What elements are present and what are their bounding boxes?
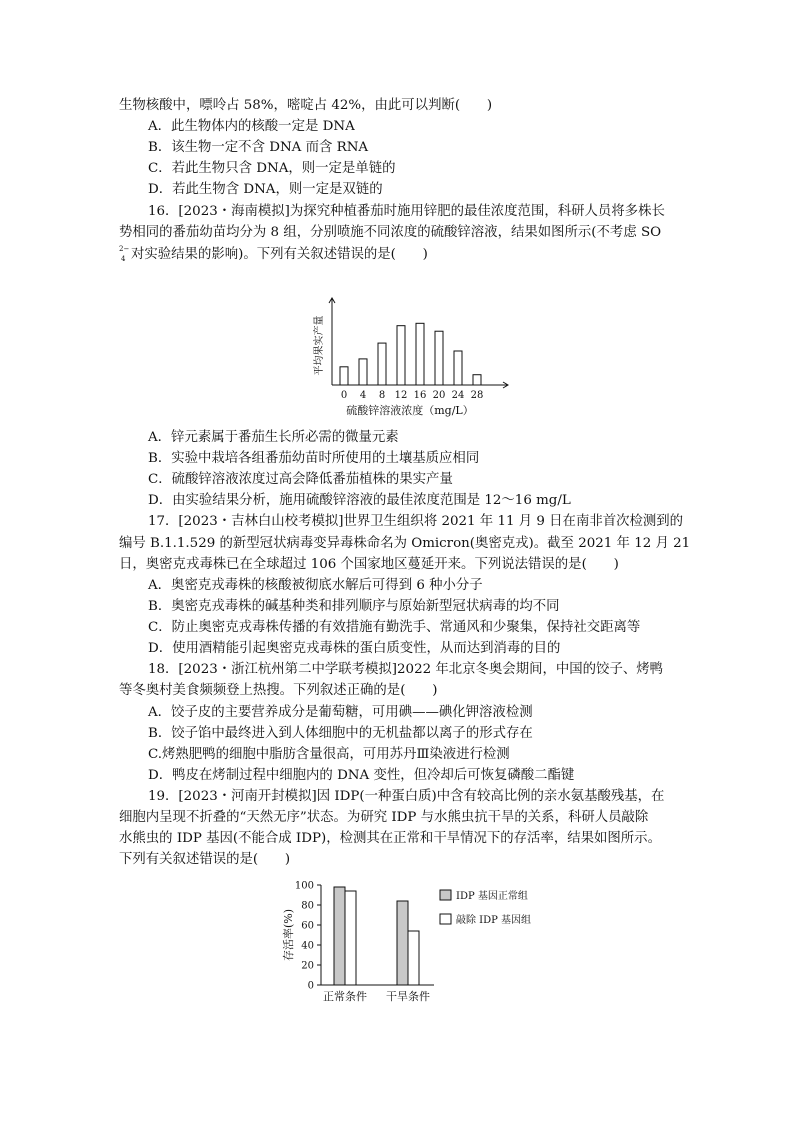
bar — [359, 359, 367, 385]
q16-stem-line2: 势相同的番茄幼苗均分为 8 组，分别喷施不同浓度的硫酸锌溶液，结果如图所示(不考虑 SO — [119, 225, 662, 240]
q15-option-d: D．若此生物含 DNA，则一定是双链的 — [148, 182, 383, 197]
q19-stem-line3: 水熊虫的 IDP 基因(不能合成 IDP)，检测其在正常和干旱情况下的存活率，结果如图所示。 — [119, 831, 661, 846]
x-tick-label: 24 — [451, 390, 465, 401]
legend-swatch — [440, 914, 451, 924]
q17-option-c: C．防止奥密克戎毒株传播的有效措施有勤洗手、常通风和少聚集，保持社交距离等 — [148, 620, 641, 635]
q18-option-b: B．饺子馅中最终进入到人体细胞中的无机盐都以离子的形式存在 — [148, 726, 533, 741]
y-axis-label: 平均果实产量 — [314, 315, 325, 376]
x-tick-label: 16 — [413, 390, 427, 401]
q16-stem-line3: 对实验结果的影响)。下列有关叙述错误的是( ) — [131, 247, 428, 262]
y-axis-label: 存活率(%) — [282, 908, 295, 962]
q19-stem-line2: 细胞内呈现不折叠的“天然无序”状态。为研究 IDP 与水熊虫抗干旱的关系，科研人员敲除 — [119, 810, 649, 825]
q17-stem-line3: 日，奥密克戎毒株已在全球超过 106 个国家地区蔓延开来。下列说法错误的是( ) — [119, 557, 619, 572]
zinc-yield-bar-chart — [300, 290, 520, 420]
y-tick-label: 80 — [301, 900, 314, 912]
x-tick-label: 正常条件 — [323, 990, 367, 1003]
q16-sulfate-subscript: 4 — [121, 255, 126, 263]
q16-option-a: A．锌元素属于番茄生长所必需的微量元素 — [148, 430, 399, 445]
y-tick-label: 40 — [301, 940, 314, 952]
q18-stem-line1: 18．[2023・浙江杭州第二中学联考模拟]2022 年北京冬奥会期间，中国的饺子、烤鸭 — [148, 662, 664, 677]
q16-sulfate-charge: 2− — [119, 245, 130, 253]
bar — [397, 326, 405, 385]
y-tick-label: 60 — [301, 920, 314, 932]
bar — [416, 323, 424, 385]
q17-stem-line1: 17．[2023・吉林白山校考模拟]世界卫生组织将 2021 年 11 月 9 日在南非首次检测到的 — [148, 514, 684, 529]
bar — [454, 351, 462, 385]
q17-option-d: D．使用酒精能引起奥密克戎毒株的蛋白质变性，从而达到消毒的目的 — [148, 641, 561, 656]
q18-option-c: C.烤熟肥鸭的细胞中脂肪含量很高，可用苏丹Ⅲ染液进行检测 — [148, 747, 510, 762]
x-tick-label: 20 — [432, 390, 446, 401]
y-tick-label: 20 — [301, 960, 314, 972]
y-tick-label: 0 — [307, 980, 314, 992]
q15-option-c: C．若此生物只含 DNA，则一定是单链的 — [148, 161, 396, 176]
bar — [334, 887, 345, 985]
q19-stem-line1: 19．[2023・河南开封模拟]因 IDP(一种蛋白质)中含有较高比例的亲水氨基酸残基，在 — [148, 789, 665, 804]
q18-option-a: A．饺子皮的主要营养成分是葡萄糖，可用碘——碘化钾溶液检测 — [148, 705, 533, 720]
q15-option-a: A．此生物体内的核酸一定是 DNA — [148, 119, 355, 134]
bar — [378, 343, 386, 385]
q17-stem-line2: 编号 B.1.1.529 的新型冠状病毒变异毒株命名为 Omicron(奥密克戎)。截至 2021 年 12 月 21 — [119, 536, 691, 551]
bar — [397, 901, 408, 985]
q16-option-b: B．实验中栽培各组番茄幼苗时所使用的土壤基质应相同 — [148, 451, 480, 466]
x-axis-label: 硫酸锌溶液浓度（mg/L） — [346, 404, 474, 417]
bar — [345, 891, 356, 985]
x-tick-label: 0 — [340, 390, 348, 401]
q16-option-d: D．由实验结果分析，施用硫酸锌溶液的最佳浓度范围是 12～16 mg/L — [148, 493, 571, 508]
x-tick-label: 8 — [378, 390, 386, 401]
legend-label: 敲除 IDP 基因组 — [456, 915, 532, 926]
x-tick-label: 28 — [470, 390, 484, 401]
x-tick-label: 12 — [394, 390, 408, 401]
q16-option-c: C．硫酸锌溶液浓度过高会降低番茄植株的果实产量 — [148, 472, 453, 487]
y-tick-label: 100 — [294, 880, 314, 892]
q19-stem-line4: 下列有关叙述错误的是( ) — [119, 852, 291, 867]
q15-stem: 生物核酸中，嘌呤占 58%，嘧啶占 42%，由此可以判断( ) — [119, 98, 493, 113]
bar — [473, 375, 481, 385]
bar — [340, 367, 348, 385]
q16-stem-line1: 16．[2023・海南模拟]为探究种植番茄时施用锌肥的最佳浓度范围，科研人员将多株长 — [148, 204, 665, 219]
bar — [435, 331, 443, 385]
q18-stem-line2: 等冬奥村美食频频登上热搜。下列叙述正确的是( ) — [119, 683, 438, 698]
legend-swatch — [440, 890, 451, 900]
q18-option-d: D．鸭皮在烤制过程中细胞内的 DNA 变性，但冷却后可恢复磷酸二酯键 — [148, 768, 575, 783]
q15-option-b: B．该生物一定不含 DNA 而含 RNA — [148, 140, 369, 155]
legend-label: IDP 基因正常组 — [456, 891, 528, 902]
q17-option-b: B．奥密克戎毒株的碱基种类和排列顺序与原始新型冠状病毒的均不同 — [148, 599, 560, 614]
x-tick-label: 干旱条件 — [386, 990, 430, 1003]
survival-rate-bar-chart — [270, 872, 570, 1007]
x-tick-label: 4 — [359, 390, 367, 401]
bar — [408, 931, 419, 985]
q17-option-a: A．奥密克戎毒株的核酸被彻底水解后可得到 6 种小分子 — [148, 578, 483, 593]
